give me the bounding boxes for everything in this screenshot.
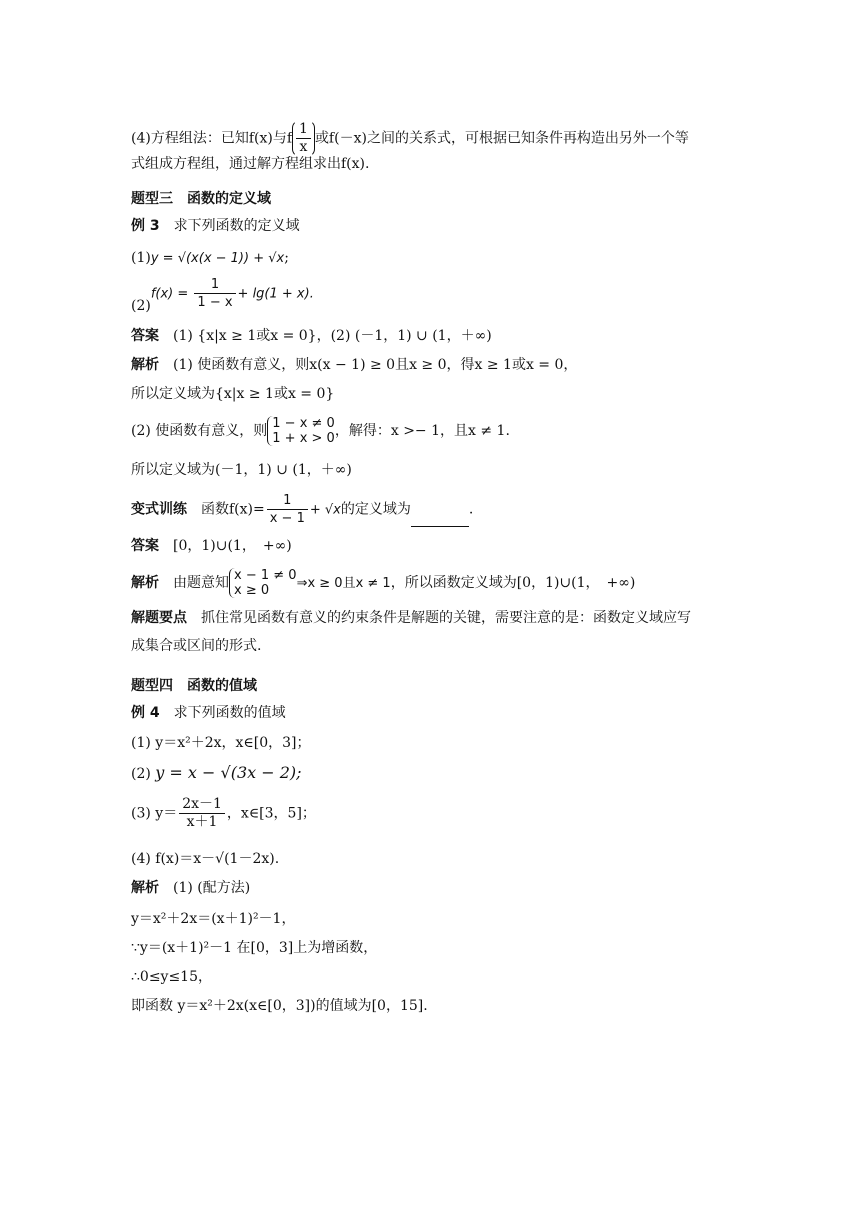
answer-label: 答案 — [131, 538, 159, 554]
fraction — [194, 276, 235, 311]
reciprocal-fraction — [292, 120, 315, 157]
intro-text-1: (4)方程组法：已知f(x)与f — [131, 130, 293, 147]
fraction-numerator: 1 — [267, 492, 308, 510]
example-text: 求下列函数的定义域 — [173, 218, 300, 234]
inequality-system — [267, 416, 335, 446]
fraction-denominator: 1 − x — [197, 295, 233, 310]
analysis-label: 解析 — [131, 575, 159, 591]
item-suffix: ; — [284, 250, 289, 266]
analysis-text: 由题意知 — [173, 575, 229, 591]
fraction — [179, 796, 225, 831]
analysis-4-step-1: y＝x²＋2x＝(x＋1)²－1， — [131, 911, 296, 927]
intro-line-2: 式组成方程组，通过解方程组求出f(x). — [131, 156, 370, 172]
key-points — [131, 604, 731, 660]
item-suffix: ，x∈[3，5]； — [226, 805, 316, 822]
answer-blank — [411, 512, 469, 527]
answer-text: [0，1)∪(1， +∞) — [173, 538, 292, 554]
variant-answer — [131, 536, 292, 556]
item-label: (1) — [131, 250, 151, 266]
analysis-text: ，解得：x >− 1，且x ≠ 1. — [334, 423, 510, 439]
analysis-4-step-3: ∴0≤y≤15， — [131, 969, 212, 985]
answer-text: (1) {x|x ≥ 1或x = 0}，(2) (－1，1) ∪ (1，＋∞) — [173, 328, 492, 344]
fraction — [267, 492, 308, 527]
analysis-4-method — [131, 878, 250, 898]
analysis-text: ，所以函数定义域为[0，1)∪(1， +∞) — [390, 575, 636, 591]
key-points-line-1 — [131, 604, 731, 632]
variant-text: 的定义域为 — [340, 501, 411, 518]
intro-line-1 — [131, 120, 689, 157]
key-points-text: 抓住常见函数有意义的约束条件是解题的关键，需要注意的是：函数定义域应写 — [201, 610, 691, 626]
key-points-line-2: 成集合或区间的形式. — [131, 638, 262, 654]
fraction-denominator: x＋1 — [186, 814, 218, 830]
analysis-4-step-4: 即函数 y＝x²＋2x(x∈[0，3])的值域为[0，15]. — [131, 998, 428, 1014]
analysis-text: (2) 使函数有意义，则 — [131, 423, 268, 439]
analysis-math: ⇒x ≥ 0且x ≠ 1 — [296, 576, 391, 591]
fraction-numerator: 1 — [296, 121, 311, 139]
analysis-4-step-2: ∵y＝(x＋1)²－1 在[0，3]上为增函数， — [131, 940, 378, 956]
inequality-system — [229, 568, 297, 598]
fraction-numerator: 2x－1 — [179, 796, 225, 814]
item-math: y = x − √(3x − 2); — [155, 763, 302, 782]
system-row: 1 − x ≠ 0 — [272, 416, 335, 431]
system-row: x − 1 ≠ 0 — [234, 568, 297, 583]
example-text: 求下列函数的值域 — [173, 705, 286, 721]
key-points-label: 解题要点 — [131, 610, 187, 626]
analysis-3-line-4: 所以定义域为(－1，1) ∪ (1，＋∞) — [131, 462, 352, 478]
analysis-label: 解析 — [131, 880, 159, 896]
variant-text: . — [468, 501, 474, 518]
item-rhs: + lg(1 + x). — [237, 286, 314, 302]
item-label: (2) — [131, 766, 151, 782]
analysis-3-line-1 — [131, 355, 577, 375]
intro-text-2: 或f(－x)之间的关系式，可根据已知条件再构造出另外一个等 — [314, 130, 689, 147]
analysis-text: (1) 使函数有意义，则x(x − 1) ≥ 0且x ≥ 0，得x ≥ 1或x = 0， — [173, 357, 578, 373]
analysis-3-line-2: 所以定义域为{x|x ≥ 1或x = 0} — [131, 386, 335, 402]
variant-math: + √x — [309, 502, 341, 518]
example-3-item-2 — [131, 276, 314, 316]
variant-analysis — [131, 568, 635, 602]
example-4-item-2 — [131, 763, 302, 784]
item-label: (2) — [131, 297, 151, 314]
analysis-3-line-3 — [131, 416, 510, 452]
fraction-denominator: x − 1 — [269, 511, 305, 526]
example-4-item-3 — [131, 796, 316, 838]
answer-3 — [131, 326, 492, 346]
example-4-item-4: (4) f(x)＝x－√(1－2x). — [131, 851, 280, 867]
example-4 — [131, 703, 286, 723]
example-4-item-1: (1) y＝x²＋2x，x∈[0，3]； — [131, 735, 311, 751]
variant-text: 函数f(x)= — [201, 501, 265, 518]
answer-label: 答案 — [131, 328, 159, 344]
item-label: (3) y＝ — [131, 805, 178, 822]
system-row: 1 + x > 0 — [272, 431, 335, 446]
item-math: y = √(x(x − 1)) + √x — [150, 251, 285, 266]
example-3-item-1 — [131, 248, 289, 269]
variant-question — [131, 492, 473, 532]
fraction-numerator: 1 — [194, 276, 235, 294]
variant-label: 变式训练 — [131, 501, 187, 518]
example-3 — [131, 216, 300, 236]
analysis-label: 解析 — [131, 357, 159, 373]
system-row: x ≥ 0 — [234, 583, 270, 598]
example-label: 例 3 — [131, 218, 160, 234]
fraction-denominator: x — [299, 139, 308, 155]
section-heading-4: 题型四 函数的值域 — [131, 678, 257, 694]
analysis-text: (1) (配方法) — [173, 880, 251, 896]
example-label: 例 4 — [131, 705, 160, 721]
section-heading-3: 题型三 函数的定义域 — [131, 191, 271, 207]
item-lhs: f(x) = — [150, 286, 193, 302]
